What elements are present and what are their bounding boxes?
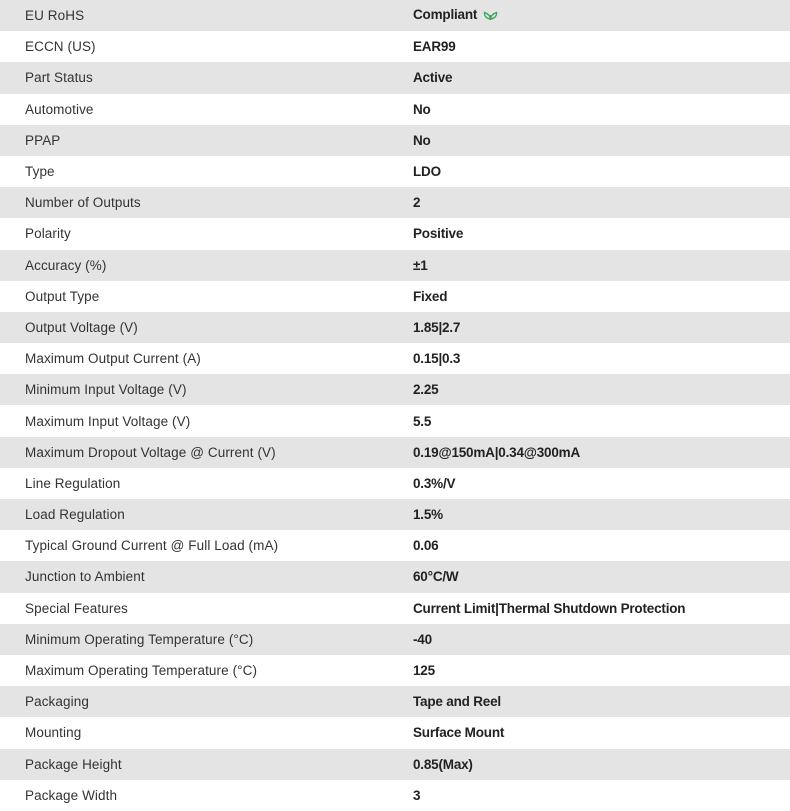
table-row xyxy=(0,624,790,655)
table-row xyxy=(0,437,790,468)
spec-label: Typical Ground Current @ Full Load (mA) xyxy=(25,538,279,554)
spec-value: ±1 xyxy=(413,257,428,273)
spec-value: 125 xyxy=(413,663,435,679)
table-row xyxy=(0,187,790,218)
spec-value: 2.25 xyxy=(413,382,439,398)
spec-label: Maximum Input Voltage (V) xyxy=(25,413,191,429)
spec-label: Line Regulation xyxy=(25,475,121,491)
spec-label: Output Voltage (V) xyxy=(25,319,138,335)
spec-value: No xyxy=(413,132,431,148)
table-row xyxy=(0,281,790,312)
spec-label: Package Width xyxy=(25,787,118,803)
table-row xyxy=(0,749,790,780)
spec-value: 0.85(Max) xyxy=(413,756,473,772)
spec-label: Packaging xyxy=(25,694,89,710)
spec-value: EAR99 xyxy=(413,39,456,55)
spec-label: Part Status xyxy=(25,70,93,86)
spec-label: PPAP xyxy=(25,132,61,148)
spec-value: No xyxy=(413,101,431,117)
spec-label: Package Height xyxy=(25,756,122,772)
spec-label: Minimum Input Voltage (V) xyxy=(25,382,187,398)
spec-value: Current Limit|Thermal Shutdown Protection xyxy=(413,600,686,616)
spec-label: EU RoHS xyxy=(25,8,85,24)
spec-value: 60°C/W xyxy=(413,569,459,585)
spec-label: Load Regulation xyxy=(25,507,125,523)
spec-label: Special Features xyxy=(25,600,128,616)
spec-label: Output Type xyxy=(25,288,100,304)
spec-value: Surface Mount xyxy=(413,725,505,741)
spec-label: Accuracy (%) xyxy=(25,257,107,273)
spec-value: -40 xyxy=(413,631,432,647)
table-row xyxy=(0,312,790,343)
spec-value xyxy=(413,0,790,31)
table-row xyxy=(0,530,790,561)
spec-value: Positive xyxy=(413,226,464,242)
spec-label: Polarity xyxy=(25,226,71,242)
spec-label: Maximum Operating Temperature (°C) xyxy=(25,663,258,679)
spec-value-text: Compliant xyxy=(413,7,478,23)
spec-label: ECCN (US) xyxy=(25,39,96,55)
table-row xyxy=(0,94,790,125)
table-row xyxy=(0,655,790,686)
spec-value: 1.85|2.7 xyxy=(413,319,461,335)
table-row xyxy=(0,780,790,811)
spec-value: 0.06 xyxy=(413,538,439,554)
spec-value: Active xyxy=(413,70,453,86)
table-row xyxy=(0,125,790,156)
table-row xyxy=(0,0,790,31)
table-row xyxy=(0,686,790,717)
table-row xyxy=(0,499,790,530)
table-row xyxy=(0,156,790,187)
table-row xyxy=(0,561,790,592)
spec-label: Type xyxy=(25,164,55,180)
spec-label: Maximum Output Current (A) xyxy=(25,351,201,367)
spec-value: LDO xyxy=(413,164,441,180)
spec-label: Maximum Dropout Voltage @ Current (V) xyxy=(25,444,276,460)
table-row xyxy=(0,62,790,93)
spec-label: Automotive xyxy=(25,101,94,117)
table-row xyxy=(0,343,790,374)
spec-value: Fixed xyxy=(413,288,448,304)
table-row xyxy=(0,31,790,62)
table-row xyxy=(0,468,790,499)
table-row xyxy=(0,250,790,281)
spec-value: 1.5% xyxy=(413,507,443,523)
spec-value: Tape and Reel xyxy=(413,694,501,710)
leaf-icon xyxy=(483,9,498,24)
spec-label: Minimum Operating Temperature (°C) xyxy=(25,631,254,647)
table-row xyxy=(0,717,790,748)
table-row xyxy=(0,374,790,405)
spec-label: Junction to Ambient xyxy=(25,569,145,585)
spec-label: Mounting xyxy=(25,725,82,741)
spec-value: 3 xyxy=(413,787,421,803)
spec-label: Number of Outputs xyxy=(25,195,141,211)
spec-value: 0.19@150mA|0.34@300mA xyxy=(413,444,581,460)
spec-value: 5.5 xyxy=(413,413,432,429)
spec-value: 0.3%/V xyxy=(413,475,456,491)
table-row xyxy=(0,593,790,624)
table-row xyxy=(0,405,790,436)
spec-value: 2 xyxy=(413,195,421,211)
table-row xyxy=(0,218,790,249)
spec-value: 0.15|0.3 xyxy=(413,351,461,367)
